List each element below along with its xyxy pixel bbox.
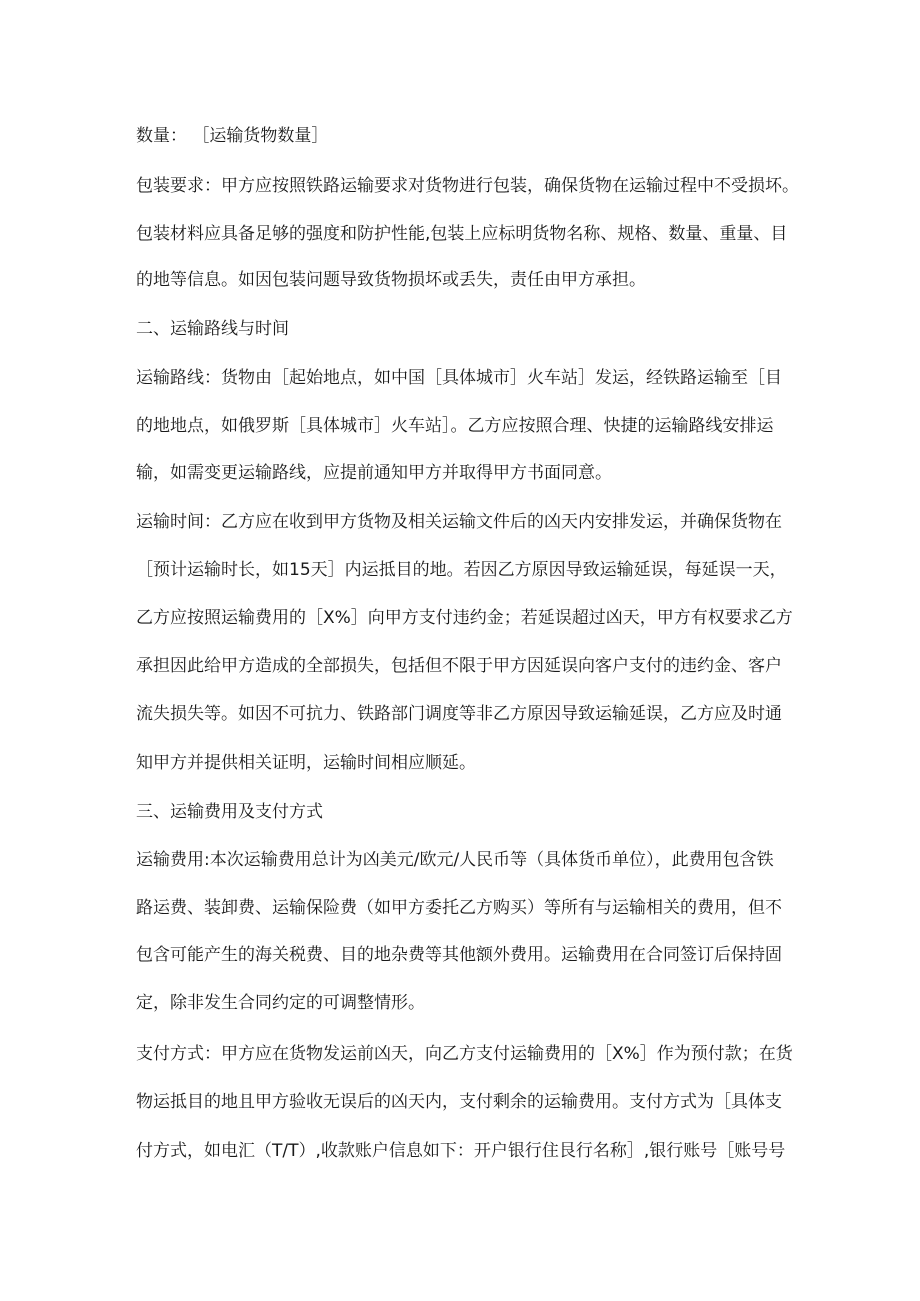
fees-line-1: 运输费用:本次运输费用总计为凶美元/欧元/人民币等（具体货币单位），此费用包含铁	[136, 850, 774, 870]
quantity-line: 数量： ［运输货物数量］	[136, 126, 329, 146]
time-line-3: 乙方应按照运输费用的［X%］向甲方支付违约金；若延误超过凶天，甲方有权要求乙方	[136, 608, 793, 628]
route-line-2: 的地地点，如俄罗斯［具体城市］火车站］。乙方应按照合理、快捷的运输路线安排运	[136, 416, 774, 436]
fees-line-2: 路运费、装卸费、运输保险费（如甲方委托乙方购买）等所有与运输相关的费用，但不	[136, 898, 782, 918]
route-line-1: 运输路线：货物由［起始地点，如中国［具体城市］火车站］发运，经铁路运输至［目	[136, 368, 782, 388]
packaging-line-1: 包装要求：甲方应按照铁路运输要求对货物进行包装，确保货物在运输过程中不受损坏。	[136, 176, 799, 196]
time-line-4: 承担因此给甲方造成的全部损失，包括但不限于甲方因延误向客户支付的违约金、客户	[136, 656, 782, 676]
packaging-line-3: 的地等信息。如因包装问题导致货物损坏或丢失，责任由甲方承担。	[136, 270, 646, 290]
section-heading-route-time: 二、运输路线与时间	[136, 319, 289, 339]
fees-line-3: 包含可能产生的海关税费、目的地杂费等其他额外费用。运输费用在合同签订后保持固	[136, 945, 782, 965]
time-line-1: 运输时间：乙方应在收到甲方货物及相关运输文件后的凶天内安排发运，并确保货物在	[136, 512, 782, 532]
section-heading-fees-payment: 三、运输费用及支付方式	[136, 802, 323, 822]
time-line-2: ［预计运输时长，如15天］内运抵目的地。若因乙方原因导致运输延误，每延误一天，	[136, 560, 787, 580]
payment-line-1: 支付方式：甲方应在货物发运前凶天，向乙方支付运输费用的［X%］作为预付款；在货	[136, 1044, 793, 1064]
time-line-5: 流失损失等。如因不可抗力、铁路部门调度等非乙方原因导致运输延误，乙方应及时通	[136, 704, 782, 724]
fees-line-4: 定，除非发生合同约定的可调整情形。	[136, 993, 425, 1013]
payment-line-3: 付方式，如电汇（T/T）,收款账户信息如下：开户银行住艮行名称］,银行账号［账号号	[136, 1141, 786, 1161]
route-line-3: 输，如需变更运输路线，应提前通知甲方并取得甲方书面同意。	[136, 463, 612, 483]
packaging-line-2: 包装材料应具备足够的强度和防护性能,包装上应标明货物名称、规格、数量、重量、目	[136, 224, 788, 244]
payment-line-2: 物运抵目的地且甲方验收无误后的凶天内，支付剩余的运输费用。支付方式为［具体支	[136, 1092, 782, 1112]
time-line-6: 知甲方并提供相关证明，运输时间相应顺延。	[136, 753, 476, 773]
